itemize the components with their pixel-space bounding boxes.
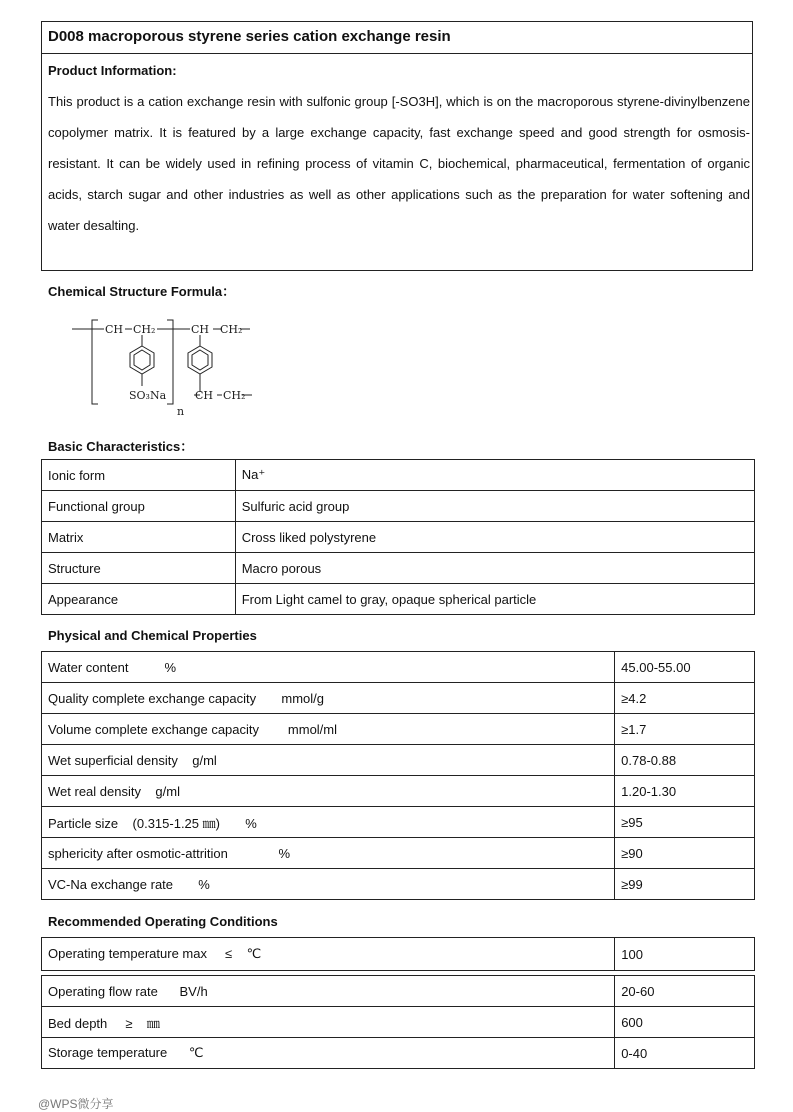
- structure-label: Chemical Structure Formula：: [48, 284, 236, 299]
- table-row: [42, 776, 755, 807]
- param-value: 0.78-0.88: [615, 745, 755, 776]
- param-name: Functional group: [42, 491, 236, 522]
- table-row: [42, 683, 755, 714]
- operating-table-2: [41, 975, 755, 1069]
- chain-ch-1: CH: [105, 323, 124, 336]
- crosslink-ch: CH: [195, 389, 214, 402]
- param-value: From Light camel to gray, opaque spherical particle: [235, 584, 754, 615]
- param-value: ≥90: [615, 838, 755, 869]
- product-info-label: Product Information:: [48, 63, 177, 78]
- param-value: 0-40: [615, 1038, 755, 1069]
- param-name: Wet real density g/ml: [42, 776, 615, 807]
- param-name: Water content %: [42, 652, 615, 683]
- sulfonate-group: SO₃Na: [129, 389, 167, 402]
- chain-ch2-1: CH₂: [133, 323, 156, 336]
- param-name: Quality complete exchange capacity mmol/g: [42, 683, 615, 714]
- param-name: VC-Na exchange rate %: [42, 869, 615, 900]
- table-row: [42, 1007, 755, 1038]
- param-name: Particle size (0.315-1.25 ㎜) %: [42, 807, 615, 838]
- param-value: ≥4.2: [615, 683, 755, 714]
- table-row: [42, 976, 755, 1007]
- param-name: Matrix: [42, 522, 236, 553]
- table-row: [42, 460, 755, 491]
- footer-watermark: @WPS微分享: [38, 1097, 114, 1111]
- table-row: [42, 652, 755, 683]
- param-value: ≥1.7: [615, 714, 755, 745]
- table-row: [42, 714, 755, 745]
- param-name: Structure: [42, 553, 236, 584]
- param-value: 600: [615, 1007, 755, 1038]
- param-value: Cross liked polystyrene: [235, 522, 754, 553]
- product-info-text: This product is a cation exchange resin with sulfonic group [-SO3H], which is on the macroporous styrene-divinylbenzene copolymer matrix. It is featured by a large exchange capacity, fast exchange speed and good strength for osmosis-resistant. It can be widely used in refining process of vitamin C, biochemical, pharmaceutical, fermentation of organic acids, starch sugar and other industries as well as other applications such as the preparation for water softening and water desalting.: [48, 94, 750, 233]
- param-name: Bed depth ≥ ㎜: [42, 1007, 615, 1038]
- param-value: Sulfuric acid group: [235, 491, 754, 522]
- operating-table-1: [41, 937, 755, 971]
- table-row: [42, 869, 755, 900]
- basic-table: [41, 459, 755, 615]
- param-name: Volume complete exchange capacity mmol/ml: [42, 714, 615, 745]
- param-name: Wet superficial density g/ml: [42, 745, 615, 776]
- table-row: [42, 491, 755, 522]
- title-box: [41, 21, 753, 271]
- table-row: [42, 1038, 755, 1069]
- basic-label: Basic Characteristics：: [48, 439, 194, 454]
- crosslink-ch2: CH₂: [223, 389, 246, 402]
- table-row: [42, 584, 755, 615]
- param-value: ≥99: [615, 869, 755, 900]
- param-name: Operating temperature max ≤ ℃: [42, 938, 615, 971]
- repeat-n: n: [177, 405, 185, 418]
- table-row: [42, 838, 755, 869]
- table-row: [42, 745, 755, 776]
- param-value: 1.20-1.30: [615, 776, 755, 807]
- param-name: Appearance: [42, 584, 236, 615]
- physical-label: Physical and Chemical Properties: [48, 628, 257, 643]
- table-row: [42, 938, 755, 971]
- chain-ch-2: CH: [191, 323, 210, 336]
- table-row: [42, 553, 755, 584]
- param-name: Ionic form: [42, 460, 236, 491]
- param-name: Operating flow rate BV/h: [42, 976, 615, 1007]
- chain-ch2-2: CH₂: [220, 323, 243, 336]
- param-value: 20-60: [615, 976, 755, 1007]
- table-row: [42, 522, 755, 553]
- param-name: sphericity after osmotic-attrition %: [42, 838, 615, 869]
- param-value: 100: [615, 938, 755, 971]
- chemical-structure-diagram: [70, 312, 270, 422]
- document-title: D008 macroporous styrene series cation exchange resin: [42, 22, 752, 54]
- table-row: [42, 807, 755, 838]
- operating-label: Recommended Operating Conditions: [48, 914, 278, 929]
- physical-table: [41, 651, 755, 900]
- param-value: Na⁺: [235, 460, 754, 491]
- param-value: Macro porous: [235, 553, 754, 584]
- param-name: Storage temperature ℃: [42, 1038, 615, 1069]
- param-value: ≥95: [615, 807, 755, 838]
- param-value: 45.00-55.00: [615, 652, 755, 683]
